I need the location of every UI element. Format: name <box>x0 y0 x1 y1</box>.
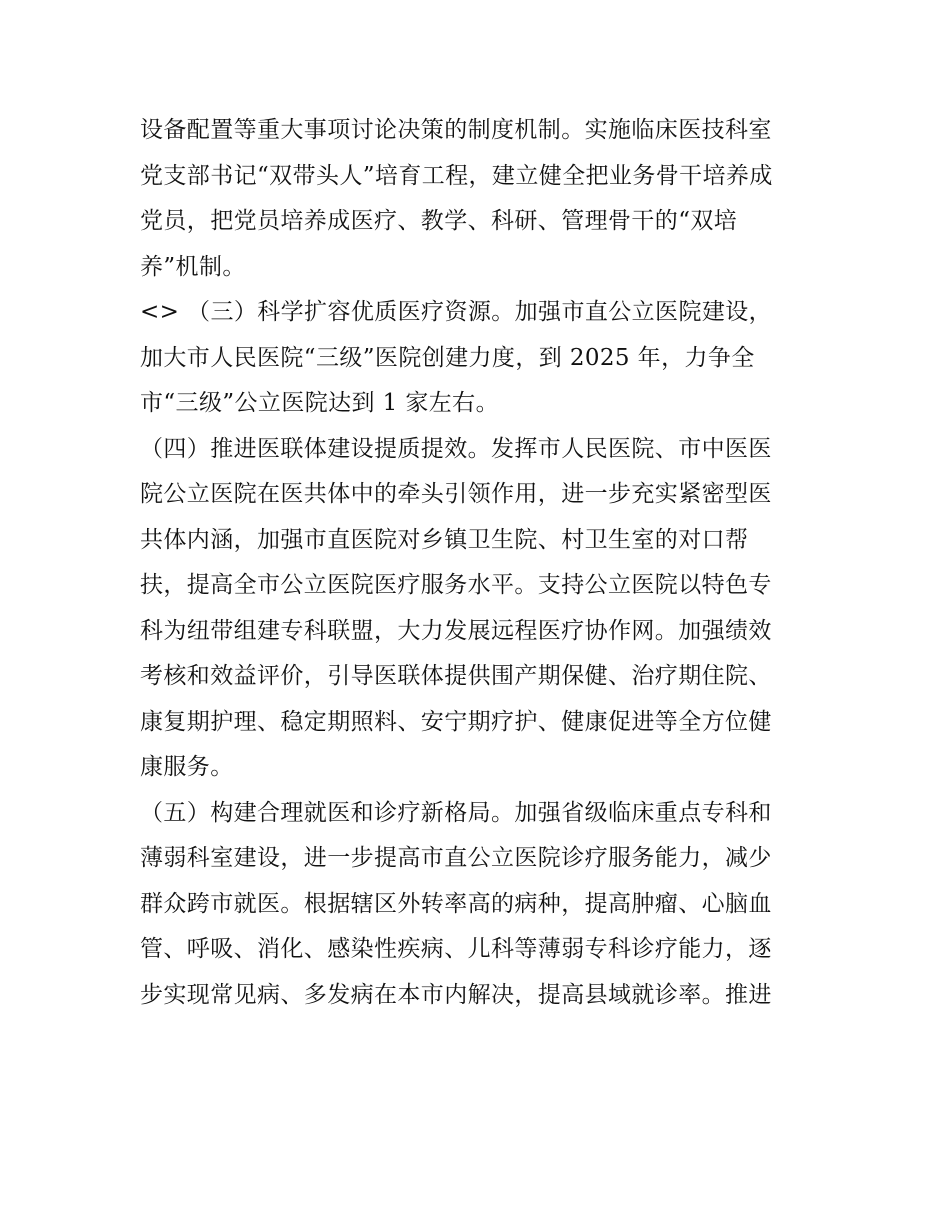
text-line: 群众跨市就医。根据辖区外转率高的病种，提高肿瘤、心脑血 <box>140 890 772 917</box>
section-heading-line: （四）推进医联体建设提质提效。发挥市人民医院、市中医医 <box>140 435 772 462</box>
section-heading-line: （五）构建合理就医和诊疗新格局。加强省级临床重点专科和 <box>140 799 772 826</box>
text-line: 市“三级”公立医院达到 1 家左右。 <box>140 390 499 416</box>
text-line: 加大市人民医院“三级”医院创建力度，到 2025 年，力争全 <box>140 344 755 371</box>
text-line: 康服务。 <box>140 754 234 780</box>
text-line: 院公立医院在医共体中的牵头引领作用，进一步充实紧密型医 <box>140 481 772 507</box>
text-line: 管、呼吸、消化、感染性疾病、儿科等薄弱专科诊疗能力，逐 <box>140 936 772 962</box>
document-page <box>140 108 820 1018</box>
text-line: 共体内涵，加强市直医院对乡镇卫生院、村卫生室的对口帮 <box>140 526 749 553</box>
text-line: 设备配置等重大事项讨论决策的制度机制。实施临床医技科室 <box>140 117 772 143</box>
text-line: 康复期护理、稳定期照料、安宁期疗护、健康促进等全方位健 <box>140 708 772 735</box>
text-line: 薄弱科室建设，进一步提高市直公立医院诊疗服务能力，减少 <box>140 845 772 871</box>
text-line: 党员，把党员培养成医疗、教学、科研、管理骨干的“双培 <box>140 208 738 234</box>
text-line: 党支部书记“双带头人”培育工程，建立健全把业务骨干培养成 <box>140 162 773 189</box>
text-line: 考核和效益评价，引导医联体提供围产期保健、治疗期住院、 <box>140 663 772 689</box>
text-line: 扶，提高全市公立医院医疗服务水平。支持公立医院以特色专 <box>140 572 772 598</box>
section-heading-line: <> （三）科学扩容优质医疗资源。加强市直公立医院建设， <box>140 299 773 325</box>
text-line: 科为纽带组建专科联盟，大力发展远程医疗协作网。加强绩效 <box>140 617 772 644</box>
text-line: 养”机制。 <box>140 253 246 280</box>
text-line: 步实现常见病、多发病在本市内解决，提高县域就诊率。推进 <box>140 981 772 1008</box>
